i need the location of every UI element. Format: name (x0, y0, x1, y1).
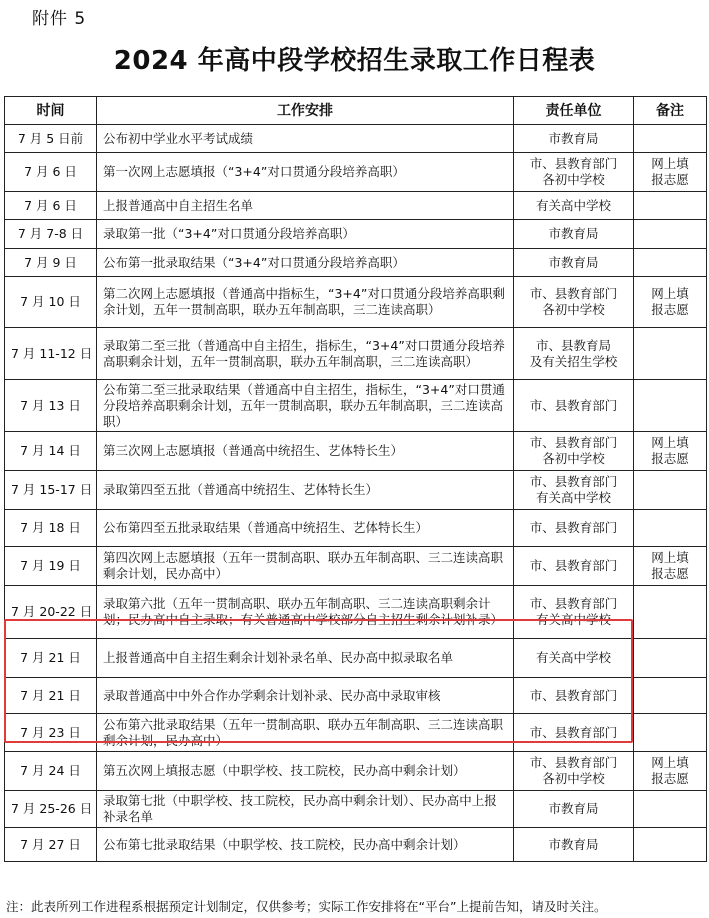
cell-time: 7 月 20-22 日 (5, 586, 97, 639)
header-task: 工作安排 (97, 97, 514, 125)
cell-time: 7 月 13 日 (5, 380, 97, 432)
note-line: 网上填 (651, 755, 689, 770)
unit-line: 市、县教育部门 (529, 520, 618, 535)
cell-unit (514, 639, 634, 678)
unit-line: 市、县教育部门 (529, 558, 618, 573)
cell-unit (514, 547, 634, 586)
cell-task: 公布第四至五批录取结果（普通高中统招生、艺体特长生） (97, 510, 514, 547)
note-line: 报志愿 (651, 451, 689, 466)
schedule-table (4, 96, 707, 862)
cell-task: 公布初中学业水平考试成绩 (97, 125, 514, 153)
unit-line: 市、县教育部门 (529, 435, 618, 450)
unit-line: 市、县教育部门 (529, 156, 618, 171)
cell-task: 录取第二至三批（普通高中自主招生，指标生，“3+4”对口贯通分段培养高职剩余计划，五年一贯制高职，联办五年制高职，三二连读高职） (97, 328, 514, 380)
cell-unit (514, 192, 634, 220)
table-row (5, 432, 707, 471)
note-line: 报志愿 (651, 172, 689, 187)
header-time: 时间 (5, 97, 97, 125)
cell-note (634, 153, 707, 192)
note-line: 网上填 (651, 156, 689, 171)
table-row (5, 714, 707, 752)
unit-line: 市教育局 (548, 130, 599, 146)
cell-note (634, 547, 707, 586)
cell-time: 7 月 23 日 (5, 714, 97, 752)
unit-line: 有关高中学校 (535, 490, 611, 505)
cell-note (634, 192, 707, 220)
cell-task: 第四次网上志愿填报（五年一贯制高职、联办五年制高职、三二连读高职剩余计划，民办高中） (97, 547, 514, 586)
attachment-label: 附件 5 (32, 9, 87, 29)
cell-time: 7 月 25-26 日 (5, 791, 97, 828)
cell-time: 7 月 11-12 日 (5, 328, 97, 380)
table-row (5, 153, 707, 192)
cell-task: 公布第七批录取结果（中职学校、技工院校，民办高中剩余计划） (97, 828, 514, 862)
unit-line: 市教育局 (548, 226, 599, 241)
table-row (5, 192, 707, 220)
table-row (5, 828, 707, 862)
cell-note (634, 125, 707, 153)
cell-task: 公布第六批录取结果（五年一贯制高职、联办五年制高职、三二连读高职剩余计划，民办高中） (97, 714, 514, 752)
header-unit: 责任单位 (514, 97, 634, 125)
cell-task: 第五次网上填报志愿（中职学校、技工院校，民办高中剩余计划） (97, 752, 514, 791)
cell-task: 录取普通高中中外合作办学剩余计划补录、民办高中录取审核 (97, 678, 514, 714)
unit-line: 有关高中学校 (535, 197, 611, 213)
cell-note (634, 714, 707, 752)
cell-note (634, 639, 707, 678)
cell-time: 7 月 21 日 (5, 678, 97, 714)
unit-line: 市教育局 (548, 801, 599, 816)
unit-line: 市、县教育部门 (529, 397, 618, 413)
table-row (5, 125, 707, 153)
cell-unit (514, 125, 634, 153)
unit-line: 市、县教育部门 (529, 724, 618, 740)
table-row (5, 510, 707, 547)
unit-line: 各初中学校 (542, 451, 605, 466)
cell-time: 7 月 6 日 (5, 192, 97, 220)
table-row (5, 547, 707, 586)
cell-note (634, 586, 707, 639)
table-row (5, 380, 707, 432)
cell-note (634, 432, 707, 471)
unit-line: 市、县教育部门 (529, 755, 618, 770)
cell-note (634, 828, 707, 862)
cell-note (634, 510, 707, 547)
unit-line: 市、县教育部门 (529, 474, 618, 489)
cell-unit (514, 586, 634, 639)
cell-time: 7 月 10 日 (5, 277, 97, 328)
unit-line: 市、县教育部门 (529, 286, 618, 301)
table-header-row (5, 97, 707, 125)
cell-note (634, 220, 707, 249)
table-row (5, 471, 707, 510)
unit-line: 各初中学校 (542, 172, 605, 187)
page-title: 2024 年高中段学校招生录取工作日程表 (113, 46, 596, 76)
cell-time: 7 月 14 日 (5, 432, 97, 471)
cell-unit (514, 328, 634, 380)
cell-note (634, 678, 707, 714)
cell-task: 录取第四至五批（普通高中统招生、艺体特长生） (97, 471, 514, 510)
unit-line: 有关高中学校 (535, 612, 611, 627)
unit-line: 市、县教育部门 (529, 596, 618, 611)
cell-unit (514, 277, 634, 328)
header-note: 备注 (634, 97, 707, 125)
cell-task: 录取第一批（“3+4”对口贯通分段培养高职） (97, 220, 514, 249)
cell-unit (514, 828, 634, 862)
cell-unit (514, 249, 634, 277)
note-line: 报志愿 (651, 302, 689, 317)
cell-time: 7 月 15-17 日 (5, 471, 97, 510)
cell-task: 录取第六批（五年一贯制高职、联办五年制高职、三二连读高职剩余计划；民办高中自主录取；有关普通高中学校部分自主招生剩余计划补录） (97, 586, 514, 639)
unit-line: 有关高中学校 (535, 650, 611, 665)
table-row (5, 220, 707, 249)
table-row (5, 249, 707, 277)
cell-time: 7 月 19 日 (5, 547, 97, 586)
footnote: 注：此表所列工作进程系根据预定计划制定，仅供参考；实际工作安排将在“平台”上提前告知，请及时关注。 (6, 899, 607, 914)
cell-unit (514, 380, 634, 432)
cell-unit (514, 791, 634, 828)
cell-note (634, 277, 707, 328)
table-row (5, 586, 707, 639)
cell-task: 上报普通高中自主招生名单 (97, 192, 514, 220)
note-line: 网上填 (651, 286, 689, 301)
unit-line: 市、县教育部门 (529, 687, 618, 703)
cell-note (634, 471, 707, 510)
note-line: 报志愿 (651, 771, 689, 786)
unit-line: 及有关招生学校 (529, 353, 618, 369)
cell-time: 7 月 6 日 (5, 153, 97, 192)
note-line: 报志愿 (651, 566, 689, 581)
cell-time: 7 月 21 日 (5, 639, 97, 678)
cell-unit (514, 510, 634, 547)
table-row (5, 639, 707, 678)
cell-note (634, 752, 707, 791)
cell-unit (514, 678, 634, 714)
cell-time: 7 月 18 日 (5, 510, 97, 547)
cell-time: 7 月 9 日 (5, 249, 97, 277)
table-row (5, 328, 707, 380)
table-row (5, 277, 707, 328)
cell-unit (514, 471, 634, 510)
unit-line: 市、县教育局 (535, 337, 611, 353)
cell-task: 第一次网上志愿填报（“3+4”对口贯通分段培养高职） (97, 153, 514, 192)
cell-note (634, 328, 707, 380)
cell-task: 公布第二至三批录取结果（普通高中自主招生，指标生，“3+4”对口贯通分段培养高职剩余计划，五年一贯制高职，联办五年制高职，三二连读高职） (97, 380, 514, 432)
cell-unit (514, 432, 634, 471)
cell-unit (514, 220, 634, 249)
unit-line: 市教育局 (548, 254, 599, 270)
cell-task: 公布第一批录取结果（“3+4”对口贯通分段培养高职） (97, 249, 514, 277)
table-body (5, 125, 707, 862)
cell-unit (514, 714, 634, 752)
note-line: 网上填 (651, 550, 689, 565)
unit-line: 各初中学校 (542, 302, 605, 317)
cell-note (634, 249, 707, 277)
cell-unit (514, 153, 634, 192)
cell-time: 7 月 27 日 (5, 828, 97, 862)
table-row (5, 752, 707, 791)
cell-unit (514, 752, 634, 791)
table-row (5, 791, 707, 828)
unit-line: 各初中学校 (542, 771, 605, 786)
cell-task: 第二次网上志愿填报（普通高中指标生，“3+4”对口贯通分段培养高职剩余计划，五年一贯制高职，联办五年制高职，三二连读高职） (97, 277, 514, 328)
cell-task: 录取第七批（中职学校、技工院校，民办高中剩余计划）、民办高中上报补录名单 (97, 791, 514, 828)
cell-time: 7 月 5 日前 (5, 125, 97, 153)
cell-note (634, 791, 707, 828)
cell-task: 上报普通高中自主招生剩余计划补录名单、民办高中拟录取名单 (97, 639, 514, 678)
note-line: 网上填 (651, 435, 689, 450)
table-row (5, 678, 707, 714)
cell-time: 7 月 7-8 日 (5, 220, 97, 249)
cell-note (634, 380, 707, 432)
cell-time: 7 月 24 日 (5, 752, 97, 791)
unit-line: 市教育局 (548, 836, 599, 852)
cell-task: 第三次网上志愿填报（普通高中统招生、艺体特长生） (97, 432, 514, 471)
